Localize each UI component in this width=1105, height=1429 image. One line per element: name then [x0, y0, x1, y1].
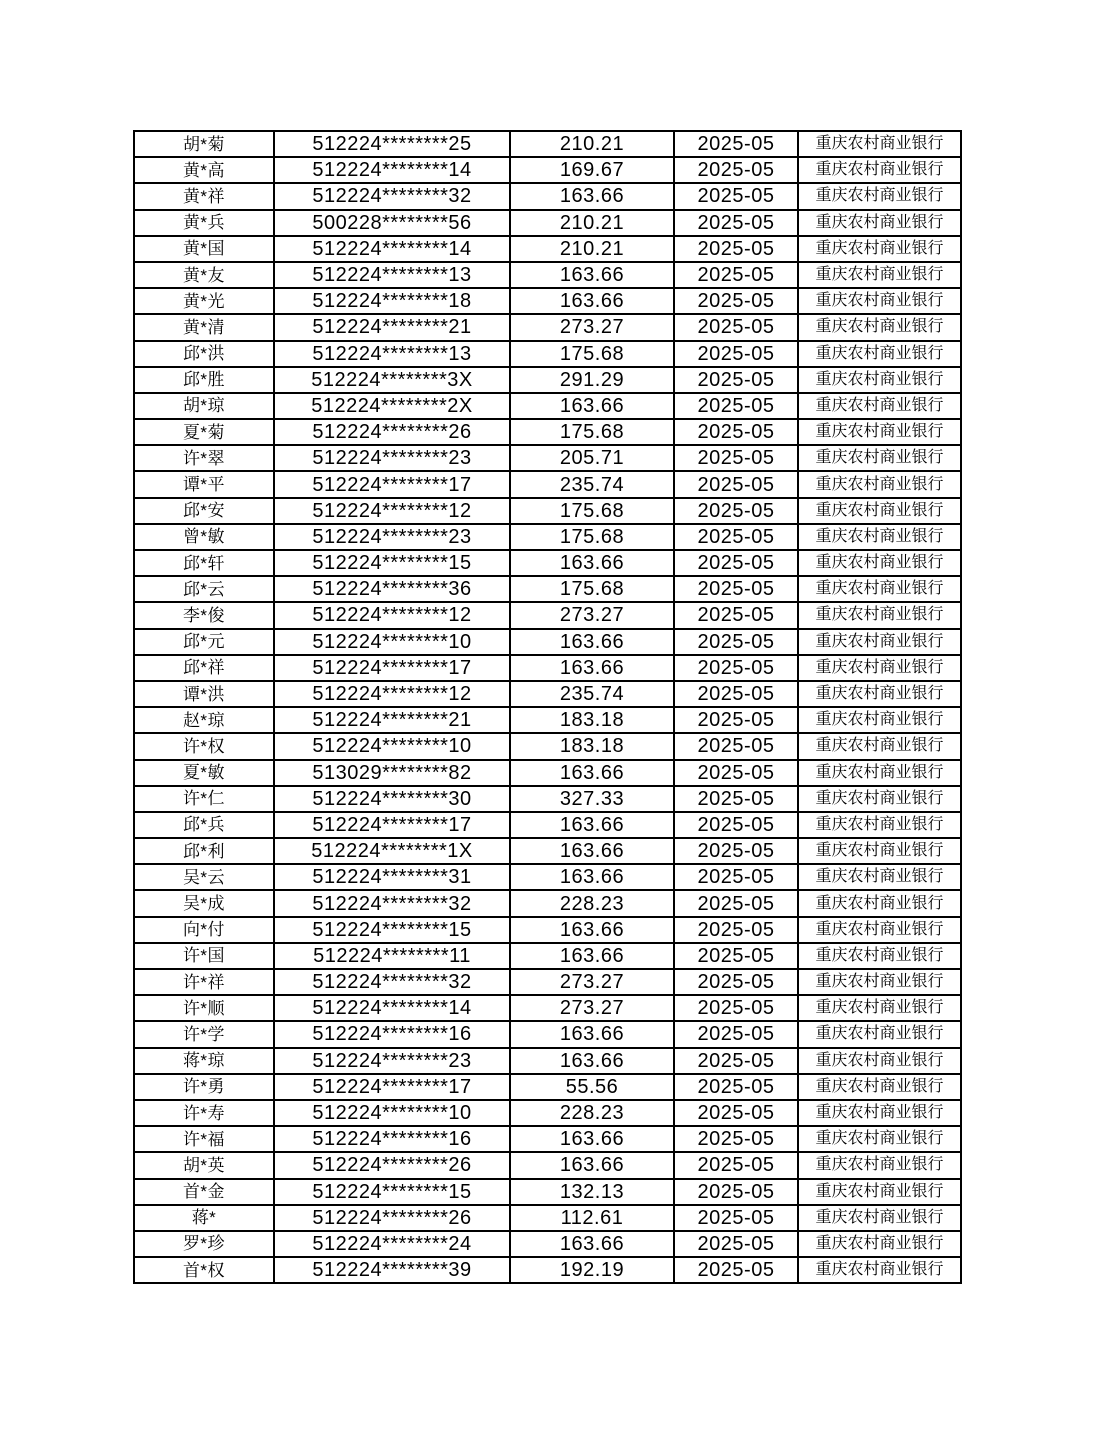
cell-month: 2025-05: [674, 367, 798, 393]
cell-name: 黄*国: [134, 236, 274, 262]
cell-month: 2025-05: [674, 1257, 798, 1283]
cell-bank: 重庆农村商业银行: [798, 341, 961, 367]
table-row: [134, 314, 961, 340]
cell-month: 2025-05: [674, 524, 798, 550]
cell-month: 2025-05: [674, 445, 798, 471]
cell-id-number: 512224********39: [274, 1257, 510, 1283]
cell-id-number: 512224********10: [274, 1100, 510, 1126]
table-row: [134, 943, 961, 969]
cell-amount: 175.68: [510, 419, 674, 445]
records-table-body: [134, 131, 961, 1283]
cell-name: 向*付: [134, 917, 274, 943]
cell-bank: 重庆农村商业银行: [798, 655, 961, 681]
cell-bank: 重庆农村商业银行: [798, 1152, 961, 1178]
cell-id-number: 512224********17: [274, 812, 510, 838]
cell-id-number: 512224********15: [274, 917, 510, 943]
cell-month: 2025-05: [674, 550, 798, 576]
table-row: [134, 288, 961, 314]
table-row: [134, 655, 961, 681]
cell-id-number: 512224********15: [274, 1179, 510, 1205]
cell-bank: 重庆农村商业银行: [798, 1126, 961, 1152]
cell-name: 邱*胜: [134, 367, 274, 393]
cell-id-number: 512224********31: [274, 864, 510, 890]
cell-name: 许*勇: [134, 1074, 274, 1100]
cell-month: 2025-05: [674, 183, 798, 209]
cell-id-number: 512224********25: [274, 131, 510, 157]
cell-bank: 重庆农村商业银行: [798, 131, 961, 157]
cell-name: 黄*兵: [134, 210, 274, 236]
cell-name: 邱*安: [134, 498, 274, 524]
cell-bank: 重庆农村商业银行: [798, 367, 961, 393]
cell-month: 2025-05: [674, 838, 798, 864]
cell-amount: 273.27: [510, 969, 674, 995]
table-row: [134, 1021, 961, 1047]
table-row: [134, 812, 961, 838]
cell-month: 2025-05: [674, 655, 798, 681]
cell-bank: 重庆农村商业银行: [798, 393, 961, 419]
cell-id-number: 512224********11: [274, 943, 510, 969]
cell-name: 邱*祥: [134, 655, 274, 681]
cell-name: 黄*祥: [134, 183, 274, 209]
table-row: [134, 629, 961, 655]
cell-month: 2025-05: [674, 498, 798, 524]
cell-month: 2025-05: [674, 995, 798, 1021]
table-row: [134, 890, 961, 916]
cell-amount: 228.23: [510, 890, 674, 916]
cell-name: 许*寿: [134, 1100, 274, 1126]
cell-id-number: 512224********23: [274, 1048, 510, 1074]
cell-name: 邱*云: [134, 576, 274, 602]
cell-id-number: 512224********18: [274, 288, 510, 314]
table-row: [134, 1257, 961, 1283]
cell-amount: 163.66: [510, 943, 674, 969]
cell-bank: 重庆农村商业银行: [798, 1021, 961, 1047]
cell-name: 黄*高: [134, 157, 274, 183]
cell-month: 2025-05: [674, 262, 798, 288]
cell-amount: 210.21: [510, 131, 674, 157]
cell-id-number: 512224********32: [274, 969, 510, 995]
cell-id-number: 512224********21: [274, 707, 510, 733]
cell-id-number: 512224********10: [274, 629, 510, 655]
cell-month: 2025-05: [674, 707, 798, 733]
table-row: [134, 602, 961, 628]
cell-name: 邱*元: [134, 629, 274, 655]
cell-month: 2025-05: [674, 1205, 798, 1231]
cell-month: 2025-05: [674, 419, 798, 445]
cell-bank: 重庆农村商业银行: [798, 1231, 961, 1257]
table-row: [134, 864, 961, 890]
cell-name: 夏*菊: [134, 419, 274, 445]
table-row: [134, 262, 961, 288]
table-row: [134, 1126, 961, 1152]
cell-id-number: 512224********17: [274, 655, 510, 681]
cell-id-number: 512224********10: [274, 733, 510, 759]
cell-name: 赵*琼: [134, 707, 274, 733]
cell-bank: 重庆农村商业银行: [798, 1179, 961, 1205]
cell-id-number: 512224********24: [274, 1231, 510, 1257]
cell-month: 2025-05: [674, 1179, 798, 1205]
cell-bank: 重庆农村商业银行: [798, 445, 961, 471]
cell-name: 许*顺: [134, 995, 274, 1021]
cell-month: 2025-05: [674, 1231, 798, 1257]
cell-name: 许*祥: [134, 969, 274, 995]
cell-amount: 163.66: [510, 550, 674, 576]
cell-id-number: 512224********23: [274, 524, 510, 550]
cell-month: 2025-05: [674, 576, 798, 602]
cell-month: 2025-05: [674, 812, 798, 838]
cell-id-number: 512224********30: [274, 786, 510, 812]
cell-bank: 重庆农村商业银行: [798, 236, 961, 262]
table-row: [134, 760, 961, 786]
cell-bank: 重庆农村商业银行: [798, 681, 961, 707]
cell-id-number: 512224********2X: [274, 393, 510, 419]
table-row: [134, 367, 961, 393]
table-row: [134, 445, 961, 471]
table-row: [134, 1179, 961, 1205]
cell-id-number: 512224********15: [274, 550, 510, 576]
cell-bank: 重庆农村商业银行: [798, 288, 961, 314]
cell-month: 2025-05: [674, 341, 798, 367]
cell-bank: 重庆农村商业银行: [798, 917, 961, 943]
cell-id-number: 512224********26: [274, 1205, 510, 1231]
table-row: [134, 838, 961, 864]
table-row: [134, 1100, 961, 1126]
cell-name: 许*国: [134, 943, 274, 969]
cell-id-number: 512224********16: [274, 1021, 510, 1047]
table-row: [134, 733, 961, 759]
cell-bank: 重庆农村商业银行: [798, 471, 961, 497]
cell-id-number: 512224********36: [274, 576, 510, 602]
cell-name: 许*翠: [134, 445, 274, 471]
cell-id-number: 512224********32: [274, 183, 510, 209]
cell-amount: 163.66: [510, 262, 674, 288]
cell-amount: 163.66: [510, 183, 674, 209]
cell-amount: 175.68: [510, 498, 674, 524]
cell-month: 2025-05: [674, 890, 798, 916]
table-row: [134, 471, 961, 497]
cell-bank: 重庆农村商业银行: [798, 498, 961, 524]
cell-name: 吴*成: [134, 890, 274, 916]
cell-id-number: 512224********26: [274, 1152, 510, 1178]
cell-bank: 重庆农村商业银行: [798, 733, 961, 759]
cell-id-number: 512224********12: [274, 681, 510, 707]
cell-id-number: 500228********56: [274, 210, 510, 236]
cell-amount: 163.66: [510, 393, 674, 419]
cell-bank: 重庆农村商业银行: [798, 707, 961, 733]
cell-bank: 重庆农村商业银行: [798, 760, 961, 786]
table-row: [134, 236, 961, 262]
cell-month: 2025-05: [674, 236, 798, 262]
cell-amount: 163.66: [510, 917, 674, 943]
cell-bank: 重庆农村商业银行: [798, 576, 961, 602]
cell-bank: 重庆农村商业银行: [798, 183, 961, 209]
table-row: [134, 995, 961, 1021]
cell-id-number: 512224********26: [274, 419, 510, 445]
cell-bank: 重庆农村商业银行: [798, 629, 961, 655]
cell-bank: 重庆农村商业银行: [798, 210, 961, 236]
cell-month: 2025-05: [674, 314, 798, 340]
table-row: [134, 681, 961, 707]
table-row: [134, 707, 961, 733]
cell-bank: 重庆农村商业银行: [798, 262, 961, 288]
cell-name: 首*权: [134, 1257, 274, 1283]
cell-bank: 重庆农村商业银行: [798, 1257, 961, 1283]
cell-amount: 235.74: [510, 681, 674, 707]
cell-id-number: 512224********3X: [274, 367, 510, 393]
table-row: [134, 210, 961, 236]
cell-name: 胡*英: [134, 1152, 274, 1178]
cell-amount: 273.27: [510, 602, 674, 628]
cell-bank: 重庆农村商业银行: [798, 524, 961, 550]
cell-name: 许*福: [134, 1126, 274, 1152]
cell-bank: 重庆农村商业银行: [798, 890, 961, 916]
cell-bank: 重庆农村商业银行: [798, 786, 961, 812]
cell-month: 2025-05: [674, 864, 798, 890]
cell-amount: 55.56: [510, 1074, 674, 1100]
cell-month: 2025-05: [674, 969, 798, 995]
cell-amount: 163.66: [510, 1021, 674, 1047]
cell-amount: 327.33: [510, 786, 674, 812]
cell-name: 黄*光: [134, 288, 274, 314]
cell-name: 首*金: [134, 1179, 274, 1205]
cell-amount: 163.66: [510, 1152, 674, 1178]
table-row: [134, 524, 961, 550]
cell-amount: 112.61: [510, 1205, 674, 1231]
cell-amount: 175.68: [510, 341, 674, 367]
cell-id-number: 512224********13: [274, 262, 510, 288]
cell-month: 2025-05: [674, 1021, 798, 1047]
cell-id-number: 512224********21: [274, 314, 510, 340]
cell-name: 邱*利: [134, 838, 274, 864]
cell-month: 2025-05: [674, 1048, 798, 1074]
table-row: [134, 1074, 961, 1100]
cell-amount: 163.66: [510, 629, 674, 655]
cell-id-number: 512224********14: [274, 236, 510, 262]
cell-id-number: 512224********13: [274, 341, 510, 367]
table-row: [134, 393, 961, 419]
cell-amount: 210.21: [510, 210, 674, 236]
cell-amount: 163.66: [510, 1048, 674, 1074]
table-row: [134, 131, 961, 157]
cell-name: 黄*清: [134, 314, 274, 340]
cell-bank: 重庆农村商业银行: [798, 1100, 961, 1126]
table-row: [134, 786, 961, 812]
cell-amount: 192.19: [510, 1257, 674, 1283]
cell-amount: 183.18: [510, 707, 674, 733]
table-row: [134, 1231, 961, 1257]
cell-bank: 重庆农村商业银行: [798, 419, 961, 445]
table-row: [134, 969, 961, 995]
cell-bank: 重庆农村商业银行: [798, 314, 961, 340]
cell-name: 李*俊: [134, 602, 274, 628]
cell-id-number: 512224********17: [274, 471, 510, 497]
cell-amount: 273.27: [510, 314, 674, 340]
cell-month: 2025-05: [674, 1152, 798, 1178]
cell-id-number: 512224********32: [274, 890, 510, 916]
cell-month: 2025-05: [674, 210, 798, 236]
cell-bank: 重庆农村商业银行: [798, 864, 961, 890]
cell-id-number: 513029********82: [274, 760, 510, 786]
cell-name: 邱*兵: [134, 812, 274, 838]
cell-name: 吴*云: [134, 864, 274, 890]
cell-id-number: 512224********1X: [274, 838, 510, 864]
table-row: [134, 917, 961, 943]
table-row: [134, 1048, 961, 1074]
cell-month: 2025-05: [674, 157, 798, 183]
cell-amount: 183.18: [510, 733, 674, 759]
payment-records-table: [133, 130, 962, 1284]
cell-month: 2025-05: [674, 786, 798, 812]
cell-amount: 163.66: [510, 760, 674, 786]
cell-name: 黄*友: [134, 262, 274, 288]
cell-bank: 重庆农村商业银行: [798, 995, 961, 1021]
cell-month: 2025-05: [674, 131, 798, 157]
cell-month: 2025-05: [674, 629, 798, 655]
cell-amount: 273.27: [510, 995, 674, 1021]
cell-amount: 175.68: [510, 524, 674, 550]
cell-month: 2025-05: [674, 681, 798, 707]
cell-id-number: 512224********14: [274, 157, 510, 183]
cell-month: 2025-05: [674, 1100, 798, 1126]
table-row: [134, 576, 961, 602]
cell-month: 2025-05: [674, 1074, 798, 1100]
cell-amount: 235.74: [510, 471, 674, 497]
cell-bank: 重庆农村商业银行: [798, 1048, 961, 1074]
cell-bank: 重庆农村商业银行: [798, 969, 961, 995]
cell-amount: 228.23: [510, 1100, 674, 1126]
table-row: [134, 419, 961, 445]
cell-id-number: 512224********14: [274, 995, 510, 1021]
cell-amount: 205.71: [510, 445, 674, 471]
cell-amount: 163.66: [510, 838, 674, 864]
table-row: [134, 1205, 961, 1231]
cell-amount: 163.66: [510, 1126, 674, 1152]
cell-month: 2025-05: [674, 943, 798, 969]
cell-id-number: 512224********12: [274, 602, 510, 628]
cell-amount: 163.66: [510, 655, 674, 681]
cell-bank: 重庆农村商业银行: [798, 943, 961, 969]
cell-bank: 重庆农村商业银行: [798, 550, 961, 576]
cell-name: 许*权: [134, 733, 274, 759]
cell-id-number: 512224********23: [274, 445, 510, 471]
cell-bank: 重庆农村商业银行: [798, 838, 961, 864]
table-row: [134, 1152, 961, 1178]
cell-name: 谭*平: [134, 471, 274, 497]
table-row: [134, 157, 961, 183]
table-row: [134, 550, 961, 576]
cell-amount: 291.29: [510, 367, 674, 393]
cell-name: 许*学: [134, 1021, 274, 1047]
cell-bank: 重庆农村商业银行: [798, 812, 961, 838]
table-row: [134, 183, 961, 209]
cell-month: 2025-05: [674, 760, 798, 786]
cell-name: 许*仁: [134, 786, 274, 812]
cell-amount: 163.66: [510, 288, 674, 314]
cell-amount: 169.67: [510, 157, 674, 183]
cell-amount: 175.68: [510, 576, 674, 602]
cell-id-number: 512224********12: [274, 498, 510, 524]
table-row: [134, 341, 961, 367]
cell-amount: 163.66: [510, 1231, 674, 1257]
cell-name: 邱*轩: [134, 550, 274, 576]
cell-amount: 210.21: [510, 236, 674, 262]
cell-month: 2025-05: [674, 602, 798, 628]
table-row: [134, 498, 961, 524]
cell-name: 胡*琼: [134, 393, 274, 419]
cell-amount: 132.13: [510, 1179, 674, 1205]
cell-bank: 重庆农村商业银行: [798, 1074, 961, 1100]
cell-month: 2025-05: [674, 1126, 798, 1152]
cell-month: 2025-05: [674, 733, 798, 759]
cell-name: 谭*洪: [134, 681, 274, 707]
cell-name: 曾*敏: [134, 524, 274, 550]
cell-amount: 163.66: [510, 864, 674, 890]
cell-month: 2025-05: [674, 393, 798, 419]
cell-name: 罗*珍: [134, 1231, 274, 1257]
cell-name: 蒋*: [134, 1205, 274, 1231]
cell-month: 2025-05: [674, 288, 798, 314]
cell-id-number: 512224********16: [274, 1126, 510, 1152]
cell-id-number: 512224********17: [274, 1074, 510, 1100]
cell-bank: 重庆农村商业银行: [798, 157, 961, 183]
cell-bank: 重庆农村商业银行: [798, 602, 961, 628]
cell-amount: 163.66: [510, 812, 674, 838]
cell-name: 胡*菊: [134, 131, 274, 157]
cell-bank: 重庆农村商业银行: [798, 1205, 961, 1231]
cell-name: 夏*敏: [134, 760, 274, 786]
cell-month: 2025-05: [674, 471, 798, 497]
cell-name: 邱*洪: [134, 341, 274, 367]
cell-month: 2025-05: [674, 917, 798, 943]
cell-name: 蒋*琼: [134, 1048, 274, 1074]
